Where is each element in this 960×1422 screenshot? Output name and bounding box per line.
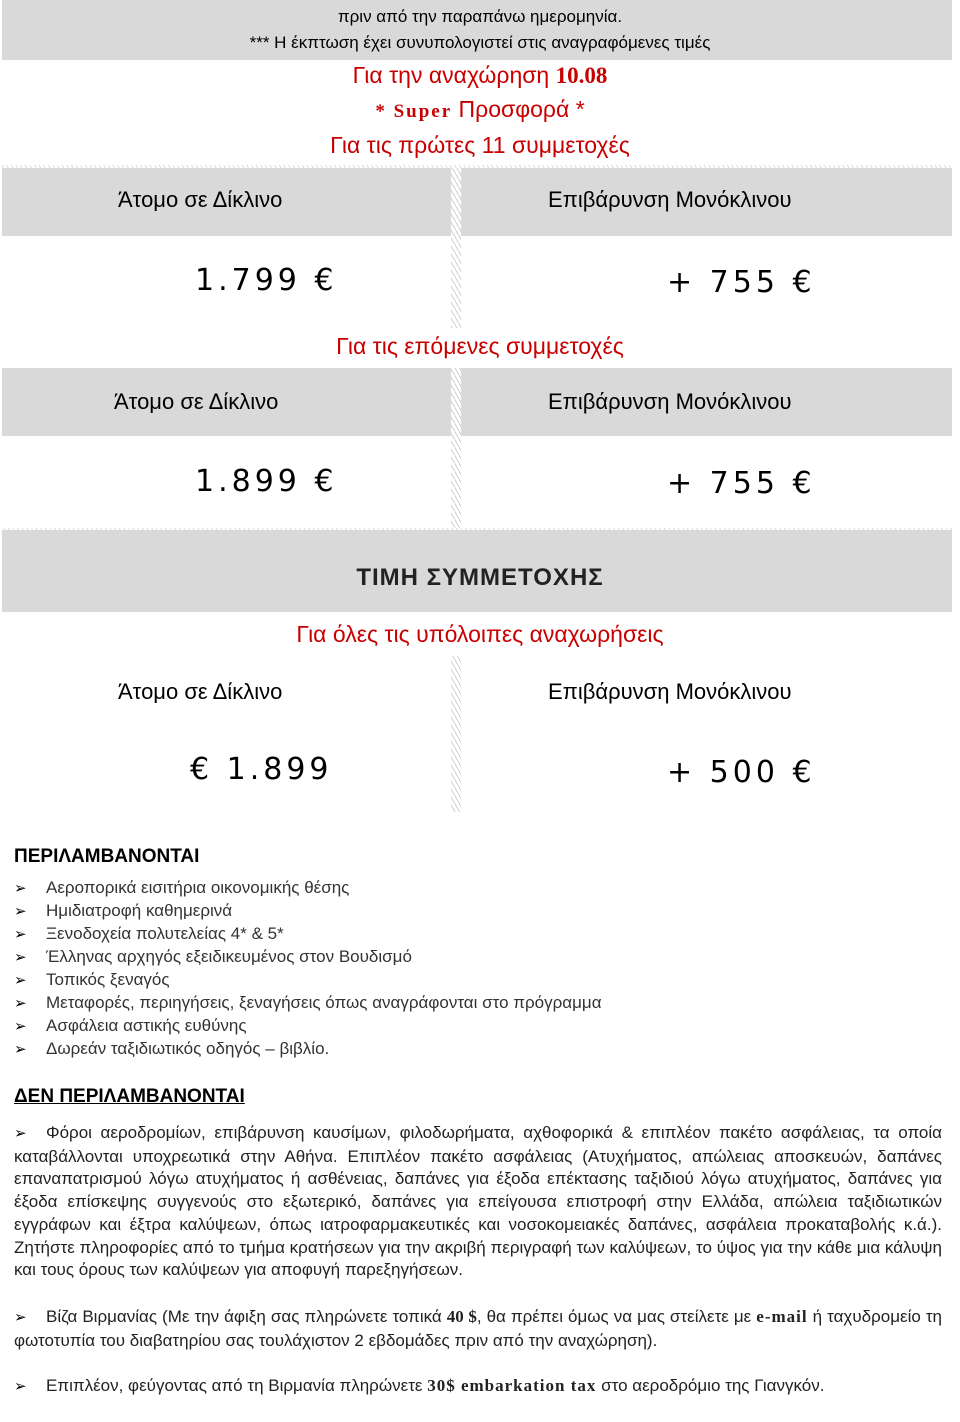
list-item [14, 922, 602, 945]
departure-prefix: Για την αναχώρηση [352, 62, 556, 88]
arrowhead-bullet-icon: ➢ [14, 903, 27, 920]
tier3-divider [451, 656, 461, 812]
embarkation-tax: 30$ embarkation tax [427, 1376, 597, 1395]
tier3-single-supplement: + 500 € [667, 755, 816, 790]
list-item [14, 968, 602, 991]
tier2-single-label: Επιβάρυνση Μονόκλινου [548, 389, 792, 414]
visa-fee: 40 $ [446, 1307, 477, 1326]
list-item-text: Ασφάλεια αστικής ευθύνης [46, 1016, 247, 1035]
tax-text-c: στο αεροδρόμιο της Γιανγκόν. [596, 1376, 825, 1395]
tier2-title: Για τις επόμενες συμμετοχές [336, 333, 624, 359]
tier2-double-price: 1.899 € [195, 464, 338, 499]
tier3-single-label: Επιβάρυνση Μονόκλινου [548, 679, 792, 704]
tier2-divider [451, 368, 461, 528]
note-line-1: πριν από την παραπάνω ημερομηνία. [337, 7, 623, 26]
arrowhead-bullet-icon: ➢ [14, 949, 27, 966]
visa-text-c: , θα πρέπει όμως να μας στείλετε με [476, 1307, 757, 1326]
list-item-text: Αεροπορικά εισιτήρια οικονομικής θέσης [46, 878, 350, 897]
list-item-text: Ημιδιατροφή καθημερινά [46, 901, 233, 920]
list-item-text: Έλληνας αρχηγός εξειδικευμένος στον Βουδισμό [46, 947, 412, 966]
list-item-text: Τοπικός ξεναγός [46, 970, 170, 989]
arrowhead-bullet-icon: ➢ [14, 1125, 27, 1142]
tier3-double-label: Άτομο σε Δίκλινο [118, 679, 283, 704]
super-label: * Super [375, 101, 453, 122]
note-line-2: *** Η έκπτωση έχει συνυπολογιστεί στις αναγραφόμενες τιμές [249, 33, 711, 52]
visa-text-a: Βίζα Βιρμανίας (Με την άφιξη σας πληρώνετε τοπικά [46, 1307, 447, 1326]
tier2-double-label: Άτομο σε Δίκλινο [114, 389, 279, 414]
not-included-heading: ΔΕΝ ΠΕΡΙΛΑΜΒΑΝΟΝΤΑΙ [14, 1086, 245, 1107]
tax-text-a: Επιπλέον, φεύγοντας από τη Βιρμανία πληρώνετε [46, 1376, 428, 1395]
list-item [14, 945, 602, 968]
departure-date: 10.08 [555, 63, 608, 88]
list-item-text: Δωρεάν ταξιδιωτικός οδηγός – βιβλίο. [46, 1039, 330, 1058]
departure-line [0, 62, 960, 89]
list-item-text: Μεταφορές, περιηγήσεις, ξεναγήσεις όπως αναγράφονται στο πρόγραμμα [46, 993, 602, 1012]
tier3-double-price: € 1.899 [190, 752, 333, 787]
tier2-single-supplement: + 755 € [667, 466, 816, 501]
super-offer-line [0, 96, 960, 123]
arrowhead-bullet-icon: ➢ [14, 995, 27, 1012]
list-item-text: Ξενοδοχεία πολυτελείας 4* & 5* [46, 924, 284, 943]
not-included-paragraph-3 [14, 1375, 942, 1399]
arrowhead-bullet-icon: ➢ [14, 1309, 27, 1326]
visa-text-e: ή ταχυδρομείο τη φωτοτυπία του διαβατηρίου σας τουλάχιστον 2 εβδομάδες πριν από την αναχώρηση). [14, 1307, 943, 1350]
list-item [14, 876, 602, 899]
list-item [14, 1037, 602, 1060]
tier1-single-supplement: + 755 € [667, 265, 816, 300]
tier1-single-label: Επιβάρυνση Μονόκλινου [548, 187, 792, 212]
tier3-title: Για όλες τις υπόλοιπες αναχωρήσεις [296, 621, 664, 647]
tier1-double-label: Άτομο σε Δίκλινο [118, 187, 283, 212]
visa-email: e-mail [756, 1307, 808, 1326]
not-included-paragraph-1 [14, 1122, 942, 1282]
not-included-paragraph-2 [14, 1306, 942, 1352]
list-item [14, 899, 602, 922]
included-list [14, 876, 602, 1060]
tier1-title: Για τις πρώτες 11 συμμετοχές [330, 132, 630, 158]
tier1-divider [451, 168, 461, 341]
participation-price-header: ΤΙΜΗ ΣΥΜΜΕΤΟΧΗΣ [356, 564, 604, 591]
arrowhead-bullet-icon: ➢ [14, 1378, 27, 1395]
arrowhead-bullet-icon: ➢ [14, 1041, 27, 1058]
list-item [14, 991, 602, 1014]
arrowhead-bullet-icon: ➢ [14, 972, 27, 989]
offer-word: Προσφορά * [452, 96, 585, 122]
paragraph-text: Φόροι αεροδρομίων, επιβάρυνση καυσίμων, φιλοδωρήματα, αχθοφορικά & επιπλέον πακέτο ασφάλειας, τα οποία καταβάλλονται υποχρεωτικά στην Αθήνα. Επιπλέον πακέτο ασφάλειας (Ατυχήματος, απώλειας αποσκευών, δαπάνες επαναπατρισμού λόγω ατυχήματος ή ασθένειας, δαπάνες για έξοδα επέκτασης ταξιδιού λόγω ατυχήματος, δαπάνες για έξοδα επίσκεψης συγγενούς στο εξωτερικό, δαπάνες για επείγουσα επιστροφή στην Ελλάδα, απώλεια ταξιδιωτικών εγγράφων και έξτρα καλύψεων, όπως ιατροφαρμακευτικές και νοσοκομειακές δαπάνες, ασφάλεια προκαταβολής κ.ά.). Ζητήστε πληροφορίες από το τμήμα κρατήσεων για την ακριβή περιγραφή των καλύψεων, το ύψος για την κάθε μια κάλυψη και τους όρους των καλύψεων για αποφυγή παρεξηγήσεων. [14, 1123, 942, 1280]
list-item [14, 1014, 602, 1037]
arrowhead-bullet-icon: ➢ [14, 1018, 27, 1035]
arrowhead-bullet-icon: ➢ [14, 880, 27, 897]
included-heading: ΠΕΡΙΛΑΜΒΑΝΟΝΤΑΙ [14, 846, 200, 867]
arrowhead-bullet-icon: ➢ [14, 926, 27, 943]
tier1-double-price: 1.799 € [195, 263, 338, 298]
